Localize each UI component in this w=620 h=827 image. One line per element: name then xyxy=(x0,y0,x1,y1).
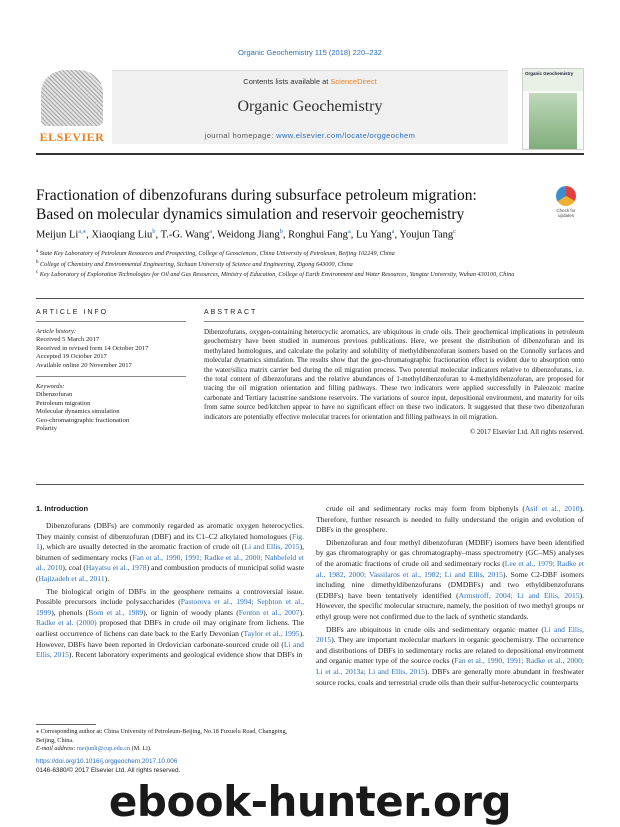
article-info xyxy=(36,309,186,433)
affiliation xyxy=(36,259,584,270)
keyword: Geo-chromatographic fractionation xyxy=(36,416,130,424)
body-paragraph xyxy=(36,587,304,661)
email-link[interactable]: meijunli@cup.edu.cn xyxy=(77,745,131,752)
crossmark-label: Check for updates xyxy=(556,208,576,218)
citation-link[interactable]: Li and Ellis, 2015 xyxy=(244,542,300,552)
history-line: Available online 20 November 2017 xyxy=(36,361,132,369)
author-affiliation-marker[interactable]: a xyxy=(391,228,395,235)
paragraph-text: ). DBFs are generally more abundant in freshwater source rocks, coals and terrestrial crude oils than their sulfur-heterocyclic counterparts xyxy=(316,666,585,687)
affiliation xyxy=(36,248,584,259)
citation-link[interactable]: Asif et al., 2010 xyxy=(524,504,580,513)
citation-link[interactable]: Pastorova et al., 1994; Sephton et al., 1999 xyxy=(36,597,304,617)
paragraph-text: crude oil and sedimentary rocks may form from biphenyls ( xyxy=(326,504,525,513)
article-title: Fractionation of dibenzofurans during subsurface petroleum migration: Based on molecular dynamics simulation and reservoir geochemistry xyxy=(36,187,477,223)
abstract-text: Dibenzofurans, oxygen-containing heterocyclic aromatics, are ubiquitous in crude oils. Their geochemical implications in petroleum geochemistry have been studied in numerous previous publications. Here, we present the distribution of dibenzofuran and its methylated homologues, and calculate the polarity and solubility of methyldibenzofuran isomers based on the Connolly surfaces and molecular dynamics simulation. The results show that the geo-chromatographic fractionation effect is evident due to absorption onto the water/silica matrix carrier bed during the oil migration process. Two potential molecular indicators relative to dibenzofurans, i.e. the total content of dibenzofurans and the relative abundances of 1-methyldibenzofuran to 4-methyldibenzofuran, are proposed for tracing the oil migration orientation and filling pathways. These two indicators were applied successfully in Paleozoic marine carbonate and Tertiary lacustrine sandstone reservoirs. The variations of source input, depositional environment, and maturity for oils from same source bed/kitchen appear to have no significant effect on these two indicators. It suggested that these two dibenzofuran indicators are potentially effective molecular tracers for orientation and filling pathways in oil migration. xyxy=(204,328,584,421)
body-paragraph xyxy=(316,625,584,689)
footnotes xyxy=(36,728,304,754)
author-name[interactable]: T.-G. Wang xyxy=(160,229,210,241)
paragraph-text: ), phenols ( xyxy=(51,607,89,617)
keyword: Petroleum migration xyxy=(36,399,91,407)
paragraph-text: -DBF isomers including nine dimethyldibenzofurans (DMDBFs) and two ethyldibenzofurans (EDBFs) have been tentatively identified ( xyxy=(316,569,584,600)
author-name[interactable]: Meijun Li xyxy=(36,229,79,241)
paragraph-text: –C xyxy=(205,531,214,541)
author-affiliation-marker[interactable]: b xyxy=(152,228,156,235)
paragraph-text: 1 xyxy=(201,531,206,541)
author-name[interactable]: Xiaoqiang Liu xyxy=(91,229,153,241)
body-left-column xyxy=(36,504,304,661)
paragraph-text: ). However, DBFs have been reported in Ordovician carbonate-sourced crude oil ( xyxy=(36,628,304,649)
affiliation-text: Key Laboratory of Exploration Technologies for Oil and Gas Resources, Ministry of Education, College of Earth Environment and Water Resources, Yangtze University, Wuhan 430100, China xyxy=(38,271,515,279)
abstract xyxy=(204,309,584,436)
watermark: ebook-hunter.org xyxy=(108,777,512,826)
affiliation-text: State Key Laboratory of Petroleum Resources and Prospecting, College of Geosciences, China University of Petroleum, Beijing 102249, China xyxy=(38,250,395,258)
citation-link[interactable]: Li and Ellis, 2015 xyxy=(36,639,304,660)
body-paragraph xyxy=(316,538,584,623)
citation-link[interactable]: Armstroff, 2004; Li and Ellis, 2015 xyxy=(458,590,580,600)
sciencedirect-link[interactable]: ScienceDirect xyxy=(330,77,377,86)
paragraph-text: ). Recent laboratory experiments and geological evidence show that DBFs in xyxy=(68,650,303,660)
body-right-column xyxy=(316,504,584,688)
email-note xyxy=(36,745,304,754)
abstract-heading: ABSTRACT xyxy=(204,309,584,322)
author-affiliation-marker[interactable]: b xyxy=(279,228,283,235)
paragraph-text: ) and combustion products of municipal solid waste ( xyxy=(36,563,305,583)
section-heading: 1. Introduction xyxy=(36,504,89,513)
paragraph-text: Dibenzofurans (DBFs) are commonly regarded as aromatic oxygen heterocyclics. They mainly consist of dibenzofuran (DBF) and its C xyxy=(36,521,304,541)
history-line: Received 5 March 2017 xyxy=(36,336,100,344)
paragraph-text: ). xyxy=(104,573,110,583)
email-label: E-mail address: xyxy=(36,745,78,752)
paragraph-text: ), coal ( xyxy=(62,563,86,573)
citation-link[interactable]: Fenton et al., 2007 xyxy=(238,607,300,617)
citation-link[interactable]: Hajizadeh et al., 2011 xyxy=(38,573,105,583)
header-divider xyxy=(36,298,584,299)
author-name[interactable]: Ronghui Fang xyxy=(288,229,348,241)
author-name[interactable]: Weidong Jiang xyxy=(217,229,280,241)
homepage-line xyxy=(112,131,508,140)
email-suffix: (M. Li). xyxy=(130,745,152,752)
history-label: Article history: xyxy=(36,328,77,335)
keywords xyxy=(36,376,186,433)
journal-title: Organic Geochemistry xyxy=(237,98,383,115)
paragraph-text: ), or lignin of woody plants ( xyxy=(143,607,239,617)
paragraph-text: 2 xyxy=(536,569,540,579)
journal-citation[interactable]: Organic Geochemistry 115 (2018) 220–232 xyxy=(238,48,382,57)
corresponding-author-note: ⁎ Corresponding author at: China University of Petroleum-Beijing, No.18 Fuxuelu Road, Changping, Beijing, China. xyxy=(36,728,288,744)
paragraph-text: ). They are important molecular markers in organic geochemistry. The occurrence and distributions of DBFs in sedimentary rocks are related to depositional environment and organic matter type of the source rocks ( xyxy=(316,635,584,666)
article-history xyxy=(36,328,186,370)
affiliations xyxy=(36,248,584,280)
cover-image xyxy=(529,93,577,149)
body-paragraph xyxy=(36,521,304,585)
paragraph-text: 2 xyxy=(213,531,218,541)
history-line: Accepted 19 October 2017 xyxy=(36,353,107,361)
abstract-divider xyxy=(36,484,584,485)
paragraph-text: ). Therefore, further research is needed to fully understand the origin and evolution of DBFs in the geosphere. xyxy=(316,504,584,535)
body-paragraph xyxy=(316,504,584,536)
crossmark-icon xyxy=(556,186,576,206)
affiliation-marker: b xyxy=(36,259,39,265)
citation-link[interactable]: Hayatsu et al., 1978 xyxy=(85,563,147,573)
affiliation-text: College of Chemistry and Environmental Engineering, Sichuan University of Science and Engineering, Zigong 643000, China xyxy=(38,260,353,268)
paragraph-text: Dibenzofuran and four methyl dibenzofuran (MDBF) isomers have been identified by gas chromatography or gas chromatography–mass spectrometry (GC–MS) analyses of the aromatic fractions of crude oil and sedimentary rocks ( xyxy=(316,537,584,568)
journal-cover[interactable] xyxy=(522,68,584,150)
citation-link[interactable]: Fan et al., 1990, 1991; Radke et al., 2000; Li et al., 2013a; Li and Ellis, 2015 xyxy=(316,656,584,676)
keyword: Dibenzofuran xyxy=(36,391,73,399)
author-affiliation-marker[interactable]: a xyxy=(347,228,351,235)
footnote-rule xyxy=(36,724,96,725)
author-affiliation-marker[interactable]: c xyxy=(453,228,457,235)
homepage-prefix: journal homepage: xyxy=(204,131,277,140)
citation-link[interactable]: Fan et al., 1990, 1991; Radke et al., 2000; Nabbefeld et al., 2010 xyxy=(36,552,305,573)
author-affiliation-marker[interactable]: a,⁎ xyxy=(78,228,87,235)
paragraph-text: ), bitumen of sedimentary rocks ( xyxy=(36,542,304,562)
paragraph-text: ). Some C xyxy=(502,569,537,579)
author-list: Meijun $Li^{a,⁎}$, Xiaoqiang Liu$^b$, T.-G. Wang$^a$, Weidong Jiang$^b$, Ronghui Fang$^a$, Lu Yang$^a$, Youjun Tang$^c$ xyxy=(36,228,457,241)
doi-link[interactable]: https://doi.org/10.1016/j.orggeochem.2017.10.006 xyxy=(36,758,178,765)
masthead-rule xyxy=(36,153,584,155)
homepage-url-link[interactable]: www.elsevier.com/locate/orggeochem xyxy=(276,131,416,140)
paragraph-text: ). However, the specific molecular structure, namely, the position of two methyl groups or ethyl group were not confirmed due to the lack of synthetic standards. xyxy=(316,590,584,621)
citation-link[interactable]: Radke et al. (2000) xyxy=(36,618,97,628)
author-name[interactable]: Lu Yang xyxy=(356,229,392,241)
citation-link[interactable]: Fig. 1 xyxy=(36,531,304,552)
publisher-name: ELSEVIER xyxy=(39,130,105,144)
affiliation-marker: c xyxy=(36,270,39,276)
contents-line xyxy=(112,77,508,86)
affiliation-marker: a xyxy=(36,249,39,254)
left-paragraphs xyxy=(36,521,304,661)
citation-link[interactable]: Taylor et al., 1995 xyxy=(243,628,300,638)
elsevier-tree-icon xyxy=(41,70,103,126)
contents-prefix: Contents lists available at xyxy=(243,77,331,86)
paragraph-text: proposed that DBFs in crude oil may originate from lichens. The earliest occurrence of lichens can date back to the Early Devonian ( xyxy=(36,618,305,638)
paragraph-text: ). xyxy=(299,607,305,617)
cover-header xyxy=(523,69,583,91)
keyword: Polarity xyxy=(36,425,57,433)
author-affiliation-marker[interactable]: a xyxy=(209,228,213,235)
keywords-label: Keywords: xyxy=(36,383,65,391)
history-line: Received in revised form 14 October 2017 xyxy=(36,344,149,352)
paragraph-text: ), which are usually detected in the aromatic fraction of crude oil ( xyxy=(39,542,245,552)
keyword: Molecular dynamics simulation xyxy=(36,408,120,416)
issn-line: 0146-6380/© 2017 Elsevier Ltd. All rights reserved. xyxy=(36,767,181,774)
paragraph-text: The biological origin of DBFs in the geosphere remains a controversial issue. Possible precursors include polysaccharides ( xyxy=(36,586,304,607)
cover-title: Organic Geochemistry xyxy=(525,71,574,76)
masthead xyxy=(36,60,584,150)
elsevier-logo[interactable] xyxy=(36,70,108,144)
abstract-copyright: © 2017 Elsevier Ltd. All rights reserved. xyxy=(469,428,584,437)
citation-link[interactable]: Lee et al., 1979; Radke et al., 1982, 2000; Vassilaros et al., 1982; Li and Ellis, 2015 xyxy=(316,558,584,579)
affiliation xyxy=(36,269,584,280)
citation-link[interactable]: Born et al., 1989 xyxy=(88,607,144,617)
author-name[interactable]: Youjun Tang xyxy=(399,229,454,241)
paragraph-text: alkylated homologues ( xyxy=(217,531,292,541)
crossmark-badge[interactable] xyxy=(548,186,584,220)
article-info-heading: ARTICLE INFO xyxy=(36,309,186,322)
paragraph-text: DBFs are ubiquitous in crude oils and sedimentary organic matter ( xyxy=(326,624,544,634)
journal-banner xyxy=(112,70,508,144)
citation-link[interactable]: Li and Ellis, 2015 xyxy=(316,624,584,645)
right-paragraphs xyxy=(316,504,584,688)
